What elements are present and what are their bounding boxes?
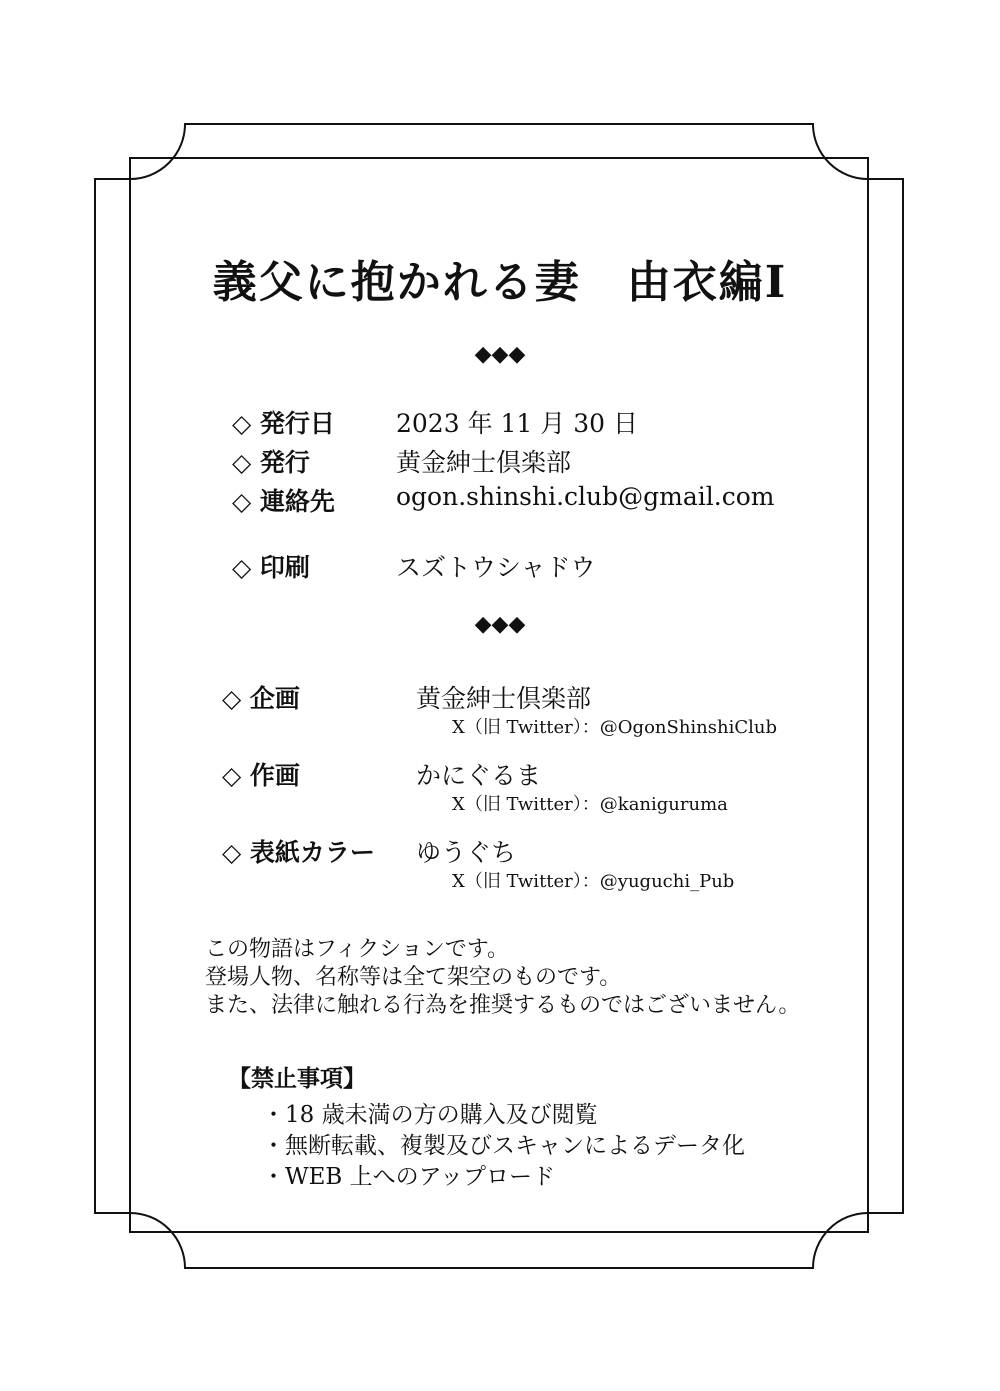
disclaimer-line-2: 登場人物、名称等は全て架空のものです。 <box>205 965 622 990</box>
info-label-printing: ◇ 印刷 <box>232 553 310 582</box>
info-label-contact: ◇ 連絡先 <box>232 487 335 516</box>
info-label-date: ◇ 発行日 <box>232 409 335 438</box>
credit-label-planning: ◇ 企画 <box>222 684 300 713</box>
divider-1: ◆◆◆ <box>474 342 526 367</box>
info-value-date: 2023 年 11 月 30 日 <box>396 409 638 438</box>
disclaimer-line-1: この物語はフィクションです。 <box>205 937 510 962</box>
prohibited-item-3: ・WEB 上へのアップロード <box>262 1164 556 1190</box>
info-value-publisher: 黄金紳士倶楽部 <box>396 448 572 477</box>
credit-value-planning: 黄金紳士倶楽部 <box>416 684 592 713</box>
credit-label-cover-color: ◇ 表紙カラー <box>222 838 375 867</box>
credit-value-cover-color: ゆうぐち <box>416 838 517 867</box>
prohibited-item-1: ・18 歳未満の方の購入及び閲覧 <box>262 1102 598 1128</box>
page-title: 義父に抱かれる妻 由衣編Ⅰ <box>212 257 788 308</box>
credit-sub-planning: X（旧 Twitter）：@OgonShinshiClub <box>452 717 778 738</box>
divider-2: ◆◆◆ <box>474 612 526 637</box>
credit-value-artwork: かにぐるま <box>416 761 542 790</box>
credit-sub-artwork: X（旧 Twitter）：@kaniguruma <box>452 794 728 815</box>
info-value-printing: スズトウシャドウ <box>396 553 596 582</box>
prohibited-title: 【禁止事項】 <box>228 1065 366 1092</box>
credit-sub-cover-color: X（旧 Twitter）：@yuguchi_Pub <box>452 871 735 892</box>
disclaimer-line-3: また、法律に触れる行為を推奨するものではございません。 <box>205 993 801 1018</box>
info-label-publisher: ◇ 発行 <box>232 448 310 477</box>
credit-label-artwork: ◇ 作画 <box>222 761 300 790</box>
prohibited-item-2: ・無断転載、複製及びスキャンによるデータ化 <box>262 1133 745 1159</box>
info-value-contact: ogon.shinshi.club@gmail.com <box>396 482 775 511</box>
